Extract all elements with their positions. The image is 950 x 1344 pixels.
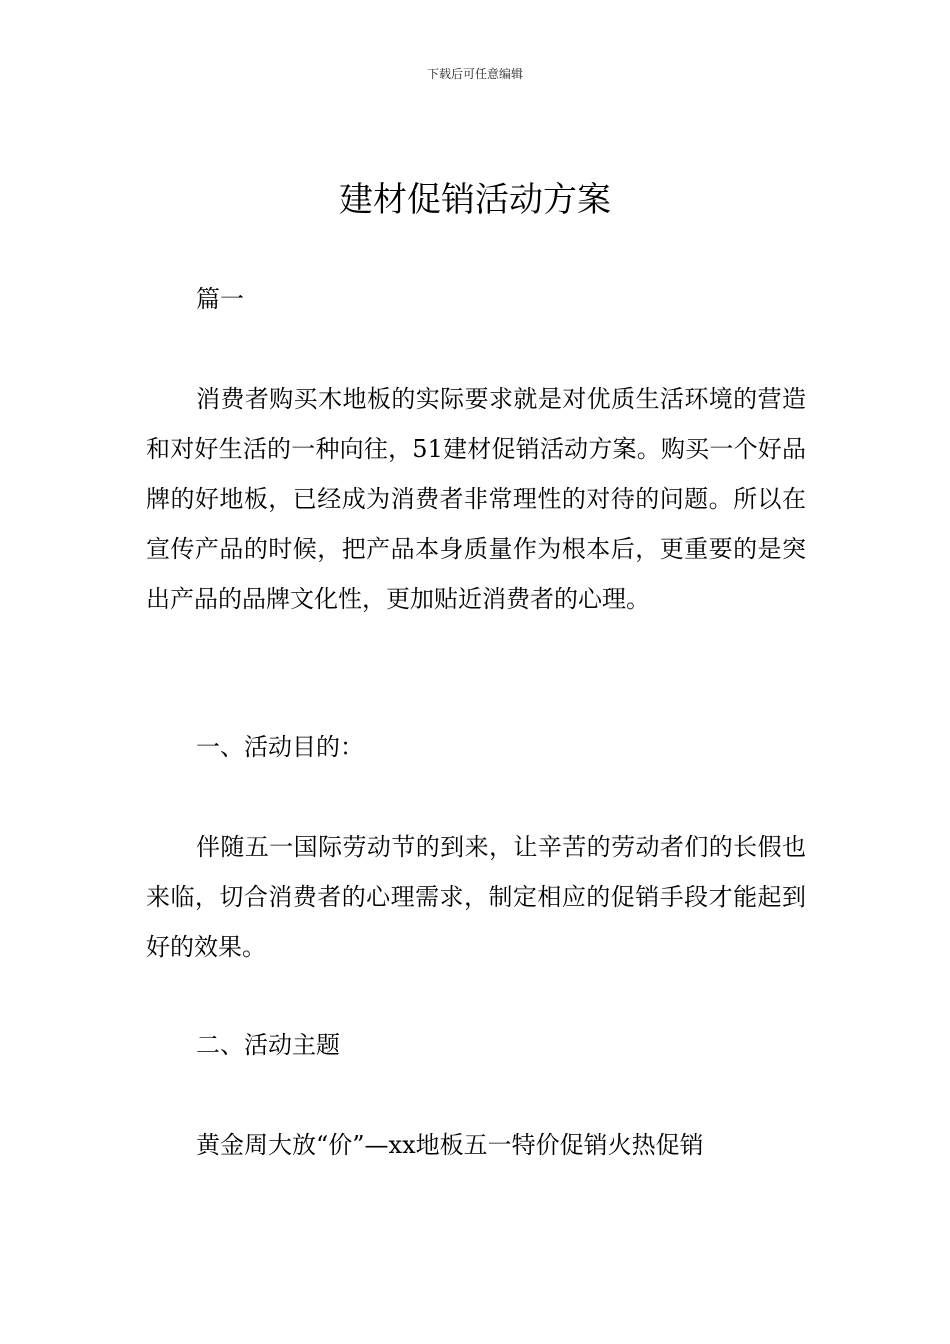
section-label: 篇一 bbox=[196, 285, 244, 313]
document-title: 建材促销活动方案 bbox=[339, 180, 611, 220]
heading-activity-purpose: 一、活动目的： bbox=[196, 733, 364, 761]
paragraph-intro: 消费者购买木地板的实际要求就是对优质生活环境的营造和对好生活的一种向往，51建材促销活动方案。购买一个好品牌的好地板，已经成为消费者非常理性的对待的问题。所以在宣传产品的时候，把产品本身质量作为根本后，更重要的是突出产品的品牌文化性，更加贴近消费者的心理。 bbox=[146, 385, 806, 613]
paragraph-activity-purpose: 伴随五一国际劳动节的到来，让辛苦的劳动者们的长假也来临，切合消费者的心理需求，制定相应的促销手段才能起到好的效果。 bbox=[146, 833, 806, 961]
paragraph-activity-theme: 黄金周大放“价”—xx地板五一特价促销火热促销 bbox=[196, 1131, 704, 1159]
header-note: 下载后可任意编辑 bbox=[426, 67, 523, 81]
heading-activity-theme: 二、活动主题 bbox=[196, 1031, 340, 1059]
